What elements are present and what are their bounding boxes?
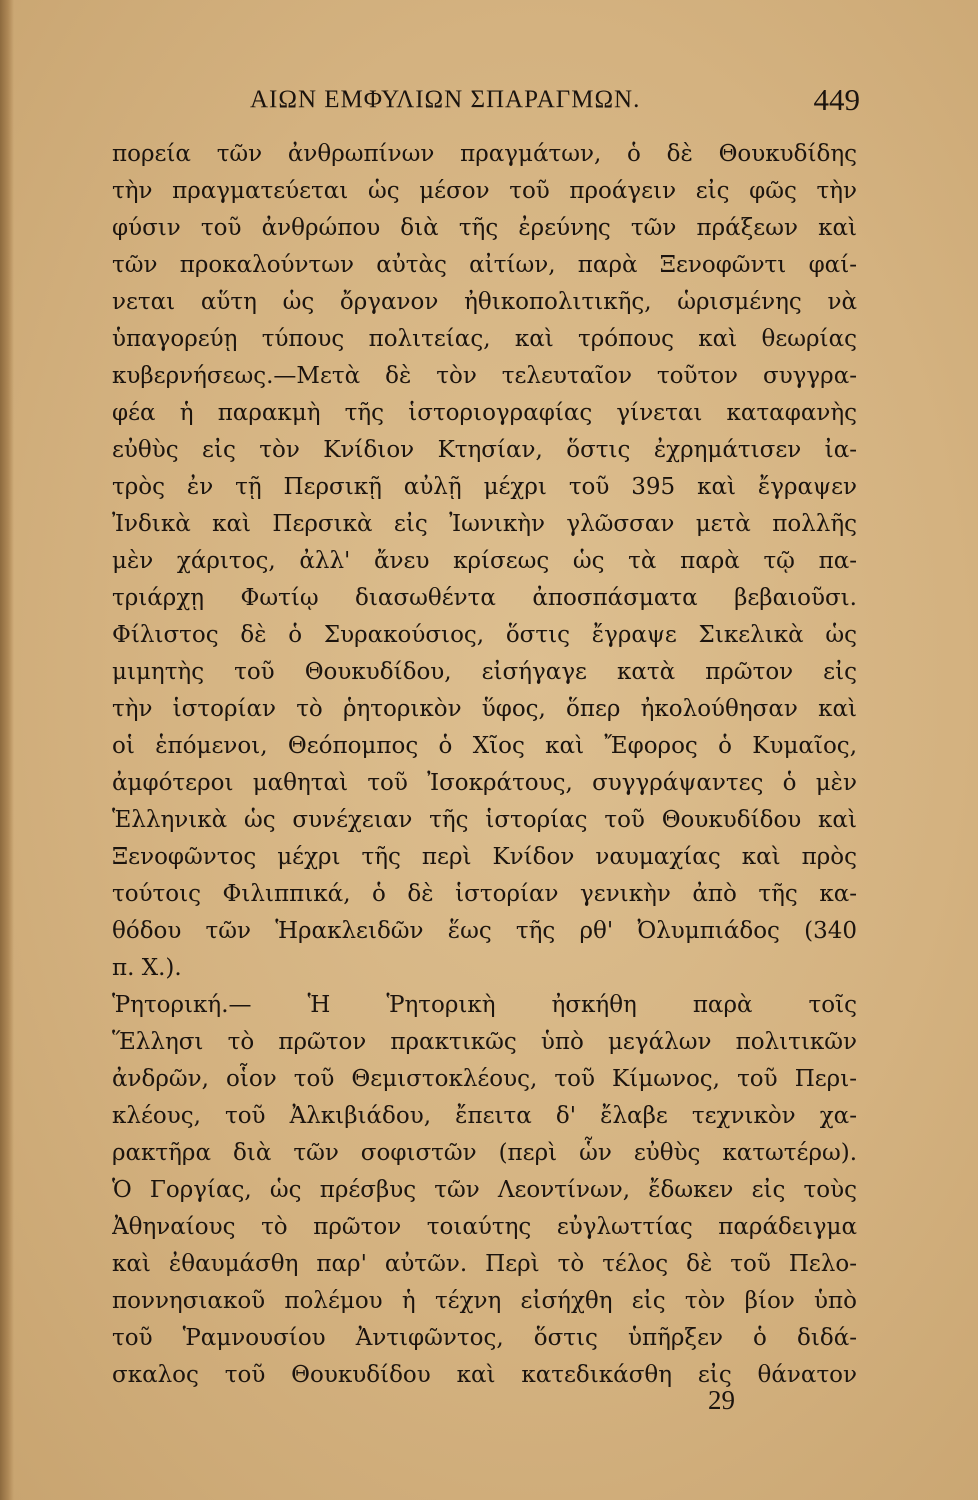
text-line: Ὁ Γοργίας, ὡς πρέσβυς τῶν Λεοντίνων, ἔδωκεν εἰς τοὺς bbox=[112, 1177, 857, 1203]
text-line: τῶν προκαλούντων αὐτὰς αἰτίων, παρὰ Ξενοφῶντι φαί- bbox=[112, 252, 857, 278]
text-line: θόδου τῶν Ἡρακλειδῶν ἕως τῆς ρθ' Ὀλυμπιάδος (340 bbox=[112, 918, 857, 944]
text-line: τοῦ Ῥαμνουσίου Ἀντιφῶντος, ὅστις ὑπῆρξεν ὁ διδά- bbox=[112, 1325, 857, 1351]
text-line: φύσιν τοῦ ἀνθρώπου διὰ τῆς ἐρεύνης τῶν πράξεων καὶ bbox=[112, 215, 857, 241]
text-line: κλέους, τοῦ Ἀλκιβιάδου, ἔπειτα δ' ἔλαβε τεχνικὸν χα- bbox=[112, 1103, 857, 1129]
text-line: κυβερνήσεως.—Μετὰ δὲ τὸν τελευταῖον τοῦτον συγγρα- bbox=[112, 363, 857, 389]
text-line: καὶ ἐθαυμάσθη παρ' αὐτῶν. Περὶ τὸ τέλος δὲ τοῦ Πελο- bbox=[112, 1251, 857, 1277]
text-line: Ἕλλησι τὸ πρῶτον πρακτικῶς ὑπὸ μεγάλων πολιτικῶν bbox=[112, 1029, 857, 1055]
text-line: ὑπαγορεύῃ τύπους πολιτείας, καὶ τρόπους καὶ θεωρίας bbox=[112, 326, 857, 352]
text-line: τριάρχῃ Φωτίῳ διασωθέντα ἀποσπάσματα βεβαιοῦσι. bbox=[112, 585, 857, 611]
text-line: ρακτῆρα διὰ τῶν σοφιστῶν (περὶ ὧν εὐθὺς κατωτέρω). bbox=[112, 1140, 857, 1166]
page-header bbox=[250, 82, 860, 122]
text-line: εὐθὺς εἰς τὸν Κνίδιον Κτησίαν, ὅστις ἐχρημάτισεν ἰα- bbox=[112, 437, 857, 463]
text-line: σκαλος τοῦ Θουκυδίδου καὶ κατεδικάσθη εἰς θάνατον bbox=[112, 1362, 857, 1388]
text-line: Ἑλληνικὰ ὡς συνέχειαν τῆς ἱστορίας τοῦ Θουκυδίδου καὶ bbox=[112, 807, 857, 833]
text-line: ἀνδρῶν, οἷον τοῦ Θεμιστοκλέους, τοῦ Κίμωνος, τοῦ Περι- bbox=[112, 1066, 857, 1092]
text-line: π. Χ.). bbox=[112, 955, 182, 981]
page-binding-edge bbox=[0, 0, 14, 1500]
text-line: οἱ ἑπόμενοι, Θεόπομπος ὁ Χῖος καὶ Ἔφορος ὁ Κυμαῖος, bbox=[112, 733, 857, 759]
text-line: τὴν ἱστορίαν τὸ ῥητορικὸν ὕφος, ὅπερ ἠκολούθησαν καὶ bbox=[112, 696, 857, 722]
text-line: Ξενοφῶντος μέχρι τῆς περὶ Κνίδον ναυμαχίας καὶ πρὸς bbox=[112, 844, 857, 870]
text-line: ἀμφότεροι μαθηταὶ τοῦ Ἰσοκράτους, συγγράψαντες ὁ μὲν bbox=[112, 770, 857, 796]
text-line: Ῥητορική.— Ἡ Ῥητορικὴ ἠσκήθη παρὰ τοῖς bbox=[112, 992, 857, 1018]
running-title: ΑΙΩΝ ΕΜΦΥΛΙΩΝ ΣΠΑΡΑΓΜΩΝ. bbox=[250, 86, 641, 113]
text-line: Ἀθηναίους τὸ πρῶτον τοιαύτης εὐγλωττίας παράδειγμα bbox=[112, 1214, 857, 1240]
text-line: ποννησιακοῦ πολέμου ἡ τέχνη εἰσήχθη εἰς τὸν βίον ὑπὸ bbox=[112, 1288, 857, 1314]
page-number: 449 bbox=[813, 82, 860, 117]
text-line: Φίλιστος δὲ ὁ Συρακούσιος, ὅστις ἔγραψε Σικελικὰ ὡς bbox=[112, 622, 857, 648]
text-line: πορεία τῶν ἀνθρωπίνων πραγμάτων, ὁ δὲ Θουκυδίδης bbox=[112, 141, 857, 167]
body-text bbox=[112, 136, 857, 1394]
text-line: νεται αὕτη ὡς ὄργανον ἠθικοπολιτικῆς, ὡρισμένης νὰ bbox=[112, 289, 857, 315]
text-line: Ἰνδικὰ καὶ Περσικὰ εἰς Ἰωνικὴν γλῶσσαν μετὰ πολλῆς bbox=[112, 511, 857, 537]
text-line: τὴν πραγματεύεται ὡς μέσον τοῦ προάγειν εἰς φῶς τὴν bbox=[112, 178, 857, 204]
text-line: φέα ἡ παρακμὴ τῆς ἱστοριογραφίας γίνεται καταφανὴς bbox=[112, 400, 857, 426]
text-line: τρὸς ἐν τῇ Περσικῇ αὐλῇ μέχρι τοῦ 395 καὶ ἔγραψεν bbox=[112, 474, 857, 500]
text-line: μὲν χάριτος, ἀλλ' ἄνευ κρίσεως ὡς τὰ παρὰ τῷ πα- bbox=[112, 548, 857, 574]
text-line: μιμητὴς τοῦ Θουκυδίδου, εἰσήγαγε κατὰ πρῶτον εἰς bbox=[112, 659, 857, 685]
text-line: τούτοις Φιλιππικά, ὁ δὲ ἱστορίαν γενικὴν ἀπὸ τῆς κα- bbox=[112, 881, 857, 907]
signature-mark: 29 bbox=[708, 1385, 735, 1415]
